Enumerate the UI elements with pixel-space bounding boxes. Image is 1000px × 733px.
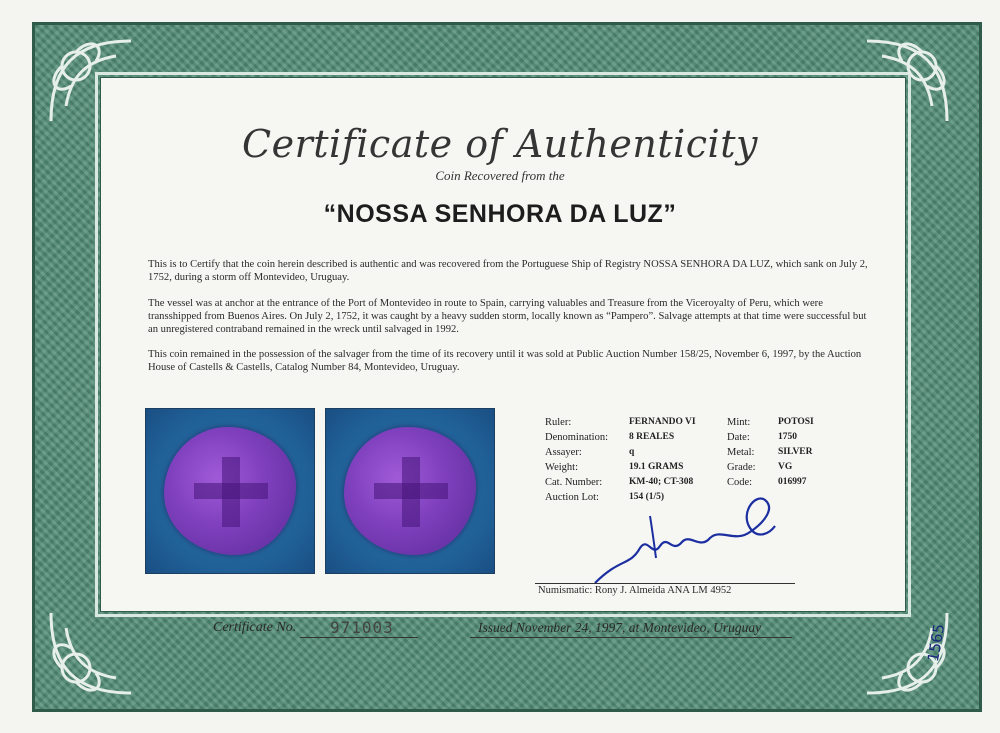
numismatic-name: Numismatic: Rony J. Almeida ANA LM 4952 (538, 585, 732, 596)
spec-value: KM-40; CT-308 (629, 477, 694, 487)
spec-label: Mint: (727, 417, 751, 428)
spec-label: Auction Lot: (545, 492, 599, 503)
spec-value: q (629, 447, 635, 457)
signature-icon (590, 488, 780, 588)
spec-label: Ruler: (545, 417, 572, 428)
issued-date: Issued November 24, 1997, at Montevideo, Uruguay (478, 620, 762, 635)
spec-label: Cat. Number: (545, 477, 603, 488)
handwritten-note: 1565 (924, 622, 949, 664)
coin-photo-reverse (325, 408, 495, 574)
paragraph-certify: This is to Certify that the coin herein described is authentic and was recovered from the Portuguese Ship of Registry NOSSA SENHORA DA LUZ, which sank on July 2, 1752, during a storm off Montevideo, Uruguay. (148, 259, 868, 283)
certificate-number: 971003 (330, 618, 394, 637)
spec-row (545, 432, 814, 447)
spec-value (778, 492, 814, 507)
certificate-number-label: Certificate No. (213, 620, 297, 635)
spec-label: Weight: (545, 462, 578, 473)
coin-image (344, 427, 476, 555)
spec-row (545, 417, 814, 432)
spec-label: Grade: (727, 462, 756, 473)
spec-value: 154 (1/5) (629, 492, 665, 502)
corner-ornament-icon (852, 598, 962, 708)
corner-ornament-icon (852, 26, 962, 136)
spec-value: POTOSI (778, 417, 814, 427)
ship-name: “NOSSA SENHORA DA LUZ” (323, 200, 677, 228)
spec-label: Denomination: (545, 432, 608, 443)
spec-row (545, 462, 814, 477)
corner-ornament-icon (36, 598, 146, 708)
spec-value: 016997 (778, 477, 807, 487)
spec-row (545, 447, 814, 462)
spec-value: VG (778, 462, 793, 472)
coin-photo-obverse (145, 408, 315, 574)
spec-value: 1750 (778, 432, 797, 442)
certificate-subtitle: Coin Recovered from the (435, 168, 565, 183)
spec-label: Code: (727, 477, 753, 488)
signature-line (535, 583, 795, 584)
spec-value: SILVER (778, 447, 813, 457)
spec-value: 8 REALES (629, 432, 675, 442)
spec-value: 19.1 GRAMS (629, 462, 684, 472)
issued-line (470, 637, 792, 638)
spec-label: Metal: (727, 447, 755, 458)
paragraph-vessel: The vessel was at anchor at the entrance of the Port of Montevideo in route to Spain, carrying valuables and Treasure from the Viceroyalty of Peru, which were transshipped from Buenos Aires. On July 2, 1752, it was caught by a heavy sudden storm, locally known as “Pampero”. Salvage attempts at that time were successful but an unregistered contraband remained in the wreck until salvaged in 1992. (148, 298, 867, 335)
paragraph-possession: This coin remained in the possession of the salvager from the time of its recovery until it was sold at Public Auction Number 158/25, November 6, 1997, by the Auction House of Castells & Castells, Catalog Number 84, Montevideo, Uruguay. (148, 349, 862, 373)
corner-ornament-icon (36, 26, 146, 136)
spec-value: FERNANDO VI (629, 417, 696, 427)
spec-label: Assayer: (545, 447, 582, 458)
certificate-title: Certificate of Authenticity (242, 122, 758, 166)
coin-image (164, 427, 296, 555)
spec-label: Date: (727, 432, 750, 443)
certificate-number-line (300, 637, 418, 638)
